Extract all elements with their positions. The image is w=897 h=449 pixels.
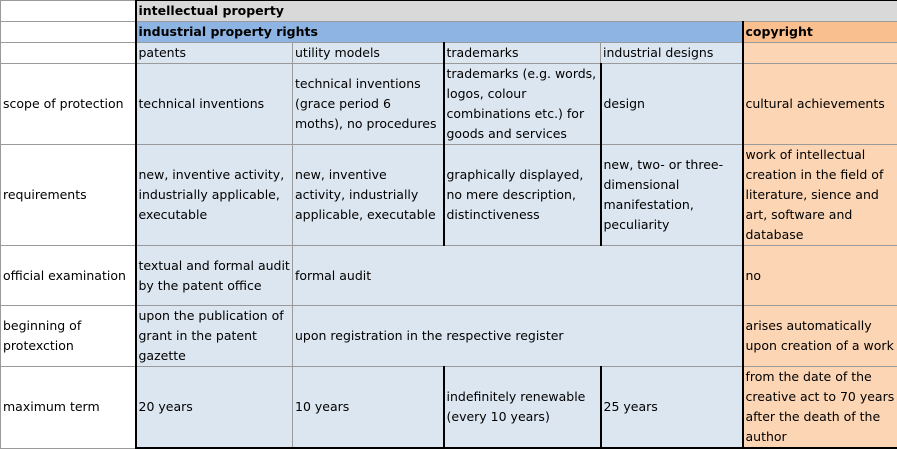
cell-beginning-copyright: arises automatically upon creation of a work bbox=[743, 306, 897, 367]
row-label-scope: scope of protection bbox=[1, 64, 136, 145]
cell-scope-patents: technical inventions bbox=[136, 64, 293, 145]
column-header-patents: patents bbox=[136, 43, 293, 64]
row-label-term: maximum term bbox=[1, 367, 136, 449]
cell-requirements-trademarks: graphically displayed, no mere description, distinctiveness bbox=[444, 145, 601, 246]
corner-cell bbox=[1, 22, 136, 43]
cell-examination-patents: textual and formal audit by the patent office bbox=[136, 246, 293, 306]
column-header-copyright-blank bbox=[743, 43, 897, 64]
row-label-beginning: beginning of protexction bbox=[1, 306, 136, 367]
column-header-trademarks: trademarks bbox=[444, 43, 601, 64]
cell-term-trademarks: indefinitely renewable (every 10 years) bbox=[444, 367, 601, 449]
cell-term-copyright: from the date of the creative act to 70 years after the death of the author bbox=[743, 367, 897, 449]
cell-term-industrial-designs: 25 years bbox=[601, 367, 743, 449]
intellectual-property-header: intellectual property bbox=[136, 1, 897, 22]
cell-beginning-patents: upon the publication of grant in the patent gazette bbox=[136, 306, 293, 367]
cell-examination-copyright: no bbox=[743, 246, 897, 306]
corner-cell bbox=[1, 43, 136, 64]
cell-term-patents: 20 years bbox=[136, 367, 293, 449]
cell-requirements-patents: new, inventive activity, industrially applicable, executable bbox=[136, 145, 293, 246]
column-header-utility-models: utility models bbox=[293, 43, 444, 64]
cell-requirements-industrial-designs: new, two- or three-dimensional manifestation, peculiarity bbox=[601, 145, 743, 246]
cell-scope-industrial-designs: design bbox=[601, 64, 743, 145]
industrial-property-rights-header: industrial property rights bbox=[136, 22, 743, 43]
corner-cell bbox=[1, 1, 136, 22]
copyright-header: copyright bbox=[743, 22, 897, 43]
cell-term-utility-models: 10 years bbox=[293, 367, 444, 449]
row-label-examination: official examination bbox=[1, 246, 136, 306]
cell-requirements-utility-models: new, inventive activity, industrially applicable, executable bbox=[293, 145, 444, 246]
cell-scope-trademarks: trademarks (e.g. words, logos, colour combinations etc.) for goods and services bbox=[444, 64, 601, 145]
cell-scope-utility-models: technical inventions (grace period 6 moths), no procedures bbox=[293, 64, 444, 145]
column-header-industrial-designs: industrial designs bbox=[601, 43, 743, 64]
cell-requirements-copyright: work of intellectual creation in the field of literature, sience and art, software and database bbox=[743, 145, 897, 246]
cell-examination-others: formal audit bbox=[293, 246, 743, 306]
cell-beginning-others: upon registration in the respective register bbox=[293, 306, 743, 367]
cell-scope-copyright: cultural achievements bbox=[743, 64, 897, 145]
row-label-requirements: requirements bbox=[1, 145, 136, 246]
